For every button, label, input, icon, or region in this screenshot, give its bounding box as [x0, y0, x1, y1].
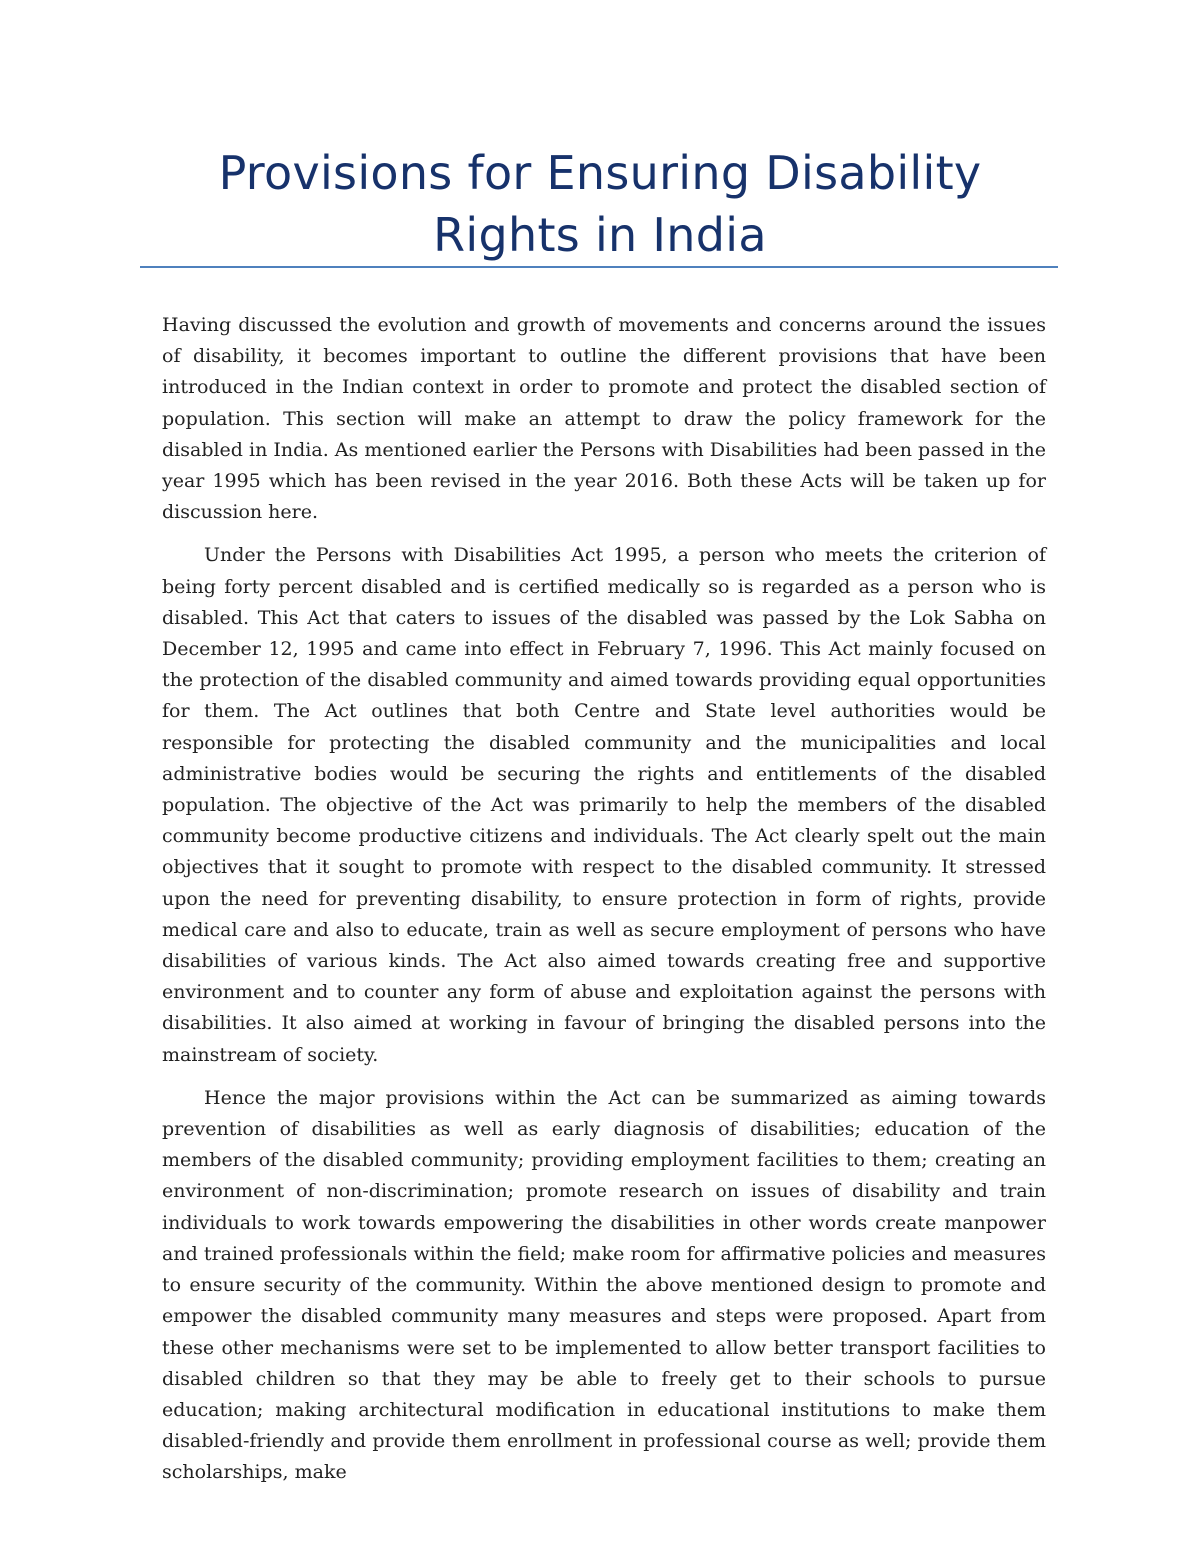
document-title: Provisions for Ensuring Disability Rights in India — [218, 146, 982, 262]
paragraph-act-1995: Under the Persons with Disabilities Act 1995, a person who meets the criterion of being forty percent disabled and is certified medically so is regarded as a person who is disabled. This Act that caters to issues of the disabled was passed by the Lok Sabha on December 12, 1995 and came into effect in February 7, 1996. This Act mainly focused on the protection of the disabled community and aimed towards providing equal opportunities for them. The Act outlines that both Centre and State level authorities would be responsible for protecting the disabled community and the municipalities and local administrative bodies would be securing the rights and entitlements of the disabled population. The objective of the Act was primarily to help the members of the disabled community become productive citizens and individuals. The Act clearly spelt out the main objectives that it sought to promote with respect to the disabled community. It stressed upon the need for preventing disability, to ensure protection in form of rights, provide medical care and also to educate, train as well as secure employment of persons who have disabilities of various kinds. The Act also aimed towards creating free and supportive environment and to counter any form of abuse and exploitation against the persons with disabilities. It also aimed at working in favour of bringing the disabled persons into the mainstream of society. — [162, 544, 1046, 1066]
paragraph-intro: Having discussed the evolution and growth of movements and concerns around the issues of disability, it becomes important to outline the different provisions that have been introduced in the Indian context in order to promote and protect the disabled section of population. This section will make an attempt to draw the policy framework for the disabled in India. As mentioned earlier the Persons with Disabilities had been passed in the year 1995 which has been revised in the year 2016. Both these Acts will be taken up for discussion here. — [162, 314, 1046, 524]
document-body — [162, 310, 1046, 1501]
title-underline-divider — [140, 266, 1058, 268]
paragraph-major-provisions: Hence the major provisions within the Act can be summarized as aiming towards prevention of disabilities as well as early diagnosis of disabilities; education of the members of the disabled community; providing employment facilities to them; creating an environment of non-discrimination; promote research on issues of disability and train individuals to work towards empowering the disabilities in other words create manpower and trained professionals within the field; make room for affirmative policies and measures to ensure security of the community. Within the above mentioned design to promote and empower the disabled community many measures and steps were proposed. Apart from these other mechanisms were set to be implemented to allow better transport facilities to disabled children so that they may be able to freely get to their schools to pursue education; making architectural modification in educational institutions to make them disabled-friendly and provide them enrollment in professional course as well; provide them scholarships, make — [162, 1086, 1046, 1484]
